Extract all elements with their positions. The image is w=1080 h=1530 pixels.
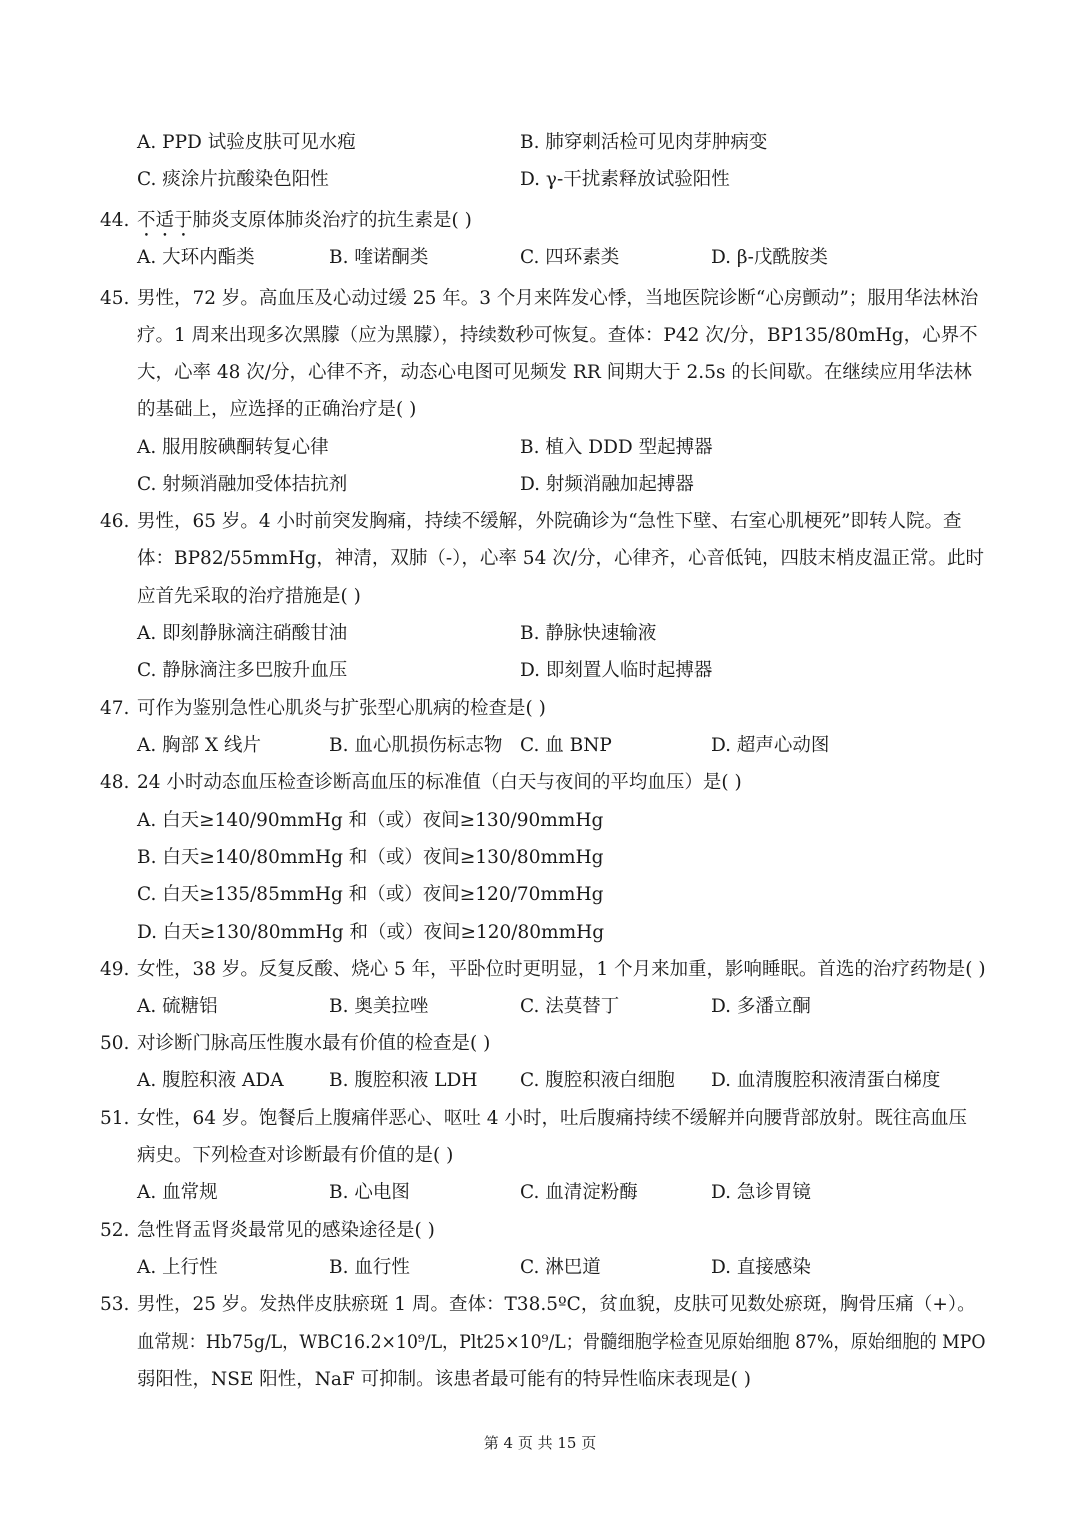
option-b: B. 静脉快速输液 xyxy=(520,623,657,644)
option-c: C. 血清淀粉酶 xyxy=(520,1182,638,1203)
question-stem-line: 男性，25 岁。发热伴皮肤瘀斑 1 周。查体：T38.5ºC，贫血貌，皮肤可见数处瘀斑，胸骨压痛（+）。 xyxy=(137,1294,976,1315)
option-c: C. 淋巴道 xyxy=(520,1257,601,1278)
question-51 xyxy=(0,1100,1080,1137)
option-row xyxy=(0,802,1080,839)
option-b: B. 喹诺酮类 xyxy=(329,247,429,268)
emphasis-text: 不适于 xyxy=(137,210,193,231)
option-a: A. 即刻静脉滴注硝酸甘油 xyxy=(137,623,348,644)
stem-text: 肺炎支原体肺炎治疗的抗生素是( ) xyxy=(192,210,472,231)
question-stem-line: 弱阳性，NSE 阳性，NaF 可抑制。该患者最可能有的特异性临床表现是( ) xyxy=(137,1369,751,1390)
option-row xyxy=(0,914,1080,951)
option-d: D. β-戊酰胺类 xyxy=(711,247,828,268)
option-row xyxy=(0,876,1080,913)
question-number: 51. xyxy=(100,1108,130,1129)
option-row xyxy=(0,124,1080,161)
question-stem: 24 小时动态血压检查诊断高血压的标准值（白天与夜间的平均血压）是( ) xyxy=(137,772,742,793)
question-stem-line: 血常规：Hb75g/L，WBC16.2×10⁹/L，Plt25×10⁹/L；骨髓细胞学检查见原始细胞 87%，原始细胞的 MPO xyxy=(137,1332,986,1353)
question-stem-line: 病史。下列检查对诊断最有价值的是( ) xyxy=(137,1145,454,1166)
option-row xyxy=(0,839,1080,876)
question-44 xyxy=(0,202,1080,239)
option-a: A. 硫糖铝 xyxy=(137,996,218,1017)
question-46 xyxy=(0,503,1080,540)
option-d: D. 超声心动图 xyxy=(711,735,830,756)
option-d: D. 白天≥130/80mmHg 和（或）夜间≥120/80mmHg xyxy=(137,922,605,943)
option-c: C. 静脉滴注多巴胺升血压 xyxy=(137,660,348,681)
question-number: 46. xyxy=(100,511,130,532)
option-c: C. 痰涂片抗酸染色阳性 xyxy=(137,169,329,190)
question-stem: 对诊断门脉高压性腹水最有价值的检查是( ) xyxy=(137,1033,491,1054)
question-49 xyxy=(0,951,1080,988)
question-number: 52. xyxy=(100,1220,130,1241)
option-row xyxy=(0,466,1080,503)
option-d: D. 直接感染 xyxy=(711,1257,811,1278)
option-row xyxy=(0,988,1080,1025)
question-48 xyxy=(0,764,1080,801)
option-c: C. 法莫替丁 xyxy=(520,996,620,1017)
option-c: C. 血 BNP xyxy=(520,735,612,756)
question-number: 48. xyxy=(100,772,130,793)
option-b: B. 腹腔积液 LDH xyxy=(329,1070,478,1091)
question-stem-line: 的基础上，应选择的正确治疗是( ) xyxy=(137,399,417,420)
option-a: A. 胸部 X 线片 xyxy=(137,735,262,756)
question-stem-line: 男性，65 岁。4 小时前突发胸痛，持续不缓解，外院确诊为“急性下壁、右室心肌梗死”即转人院。查 xyxy=(137,511,962,532)
option-d: D. 多潘立酮 xyxy=(711,996,811,1017)
option-row xyxy=(0,429,1080,466)
question-45 xyxy=(0,280,1080,317)
question-stem-line: 男性，72 岁。高血压及心动过缓 25 年。3 个月来阵发心悸，当地医院诊断“心房颤动”；服用华法林治 xyxy=(137,288,979,309)
stem-continuation xyxy=(0,1324,1080,1361)
question-number: 47. xyxy=(100,698,130,719)
question-number: 53. xyxy=(100,1294,130,1315)
option-a: A. PPD 试验皮肤可见水疱 xyxy=(137,132,356,153)
question-stem-line: 大，心率 48 次/分，心律不齐，动态心电图可见频发 RR 间期大于 2.5s 的长间歇。在继续应用华法林 xyxy=(137,362,972,383)
option-d: D. 射频消融加起搏器 xyxy=(520,474,694,495)
question-53 xyxy=(0,1286,1080,1323)
option-a: A. 白天≥140/90mmHg 和（或）夜间≥130/90mmHg xyxy=(137,810,604,831)
question-stem-line: 体：BP82/55mmHg，神清，双肺（-），心率 54 次/分，心律齐，心音低钝，四肢末梢皮温正常。此时 xyxy=(137,548,984,569)
option-b: B. 血行性 xyxy=(329,1257,410,1278)
stem-continuation xyxy=(0,540,1080,577)
question-stem: 可作为鉴别急性心肌炎与扩张型心肌病的检查是( ) xyxy=(137,698,546,719)
option-row xyxy=(0,615,1080,652)
option-c: C. 白天≥135/85mmHg 和（或）夜间≥120/70mmHg xyxy=(137,884,604,905)
option-d: D. 血清腹腔积液清蛋白梯度 xyxy=(711,1070,941,1091)
question-number: 49. xyxy=(100,959,130,980)
question-47 xyxy=(0,690,1080,727)
option-row xyxy=(0,239,1080,276)
question-stem-line: 疗。1 周来出现多次黑朦（应为黑朦），持续数秒可恢复。查体：P42 次/分，BP135/80mHg，心界不 xyxy=(137,325,978,346)
option-b: B. 血心肌损伤标志物 xyxy=(329,735,503,756)
option-d: D. 即刻置人临时起搏器 xyxy=(520,660,713,681)
option-row xyxy=(0,1249,1080,1286)
question-stem xyxy=(137,202,472,241)
question-number: 50. xyxy=(100,1033,130,1054)
option-row xyxy=(0,1062,1080,1099)
stem-continuation xyxy=(0,354,1080,391)
option-d: D. 急诊胃镜 xyxy=(711,1182,811,1203)
stem-continuation xyxy=(0,578,1080,615)
option-row xyxy=(0,161,1080,198)
option-a: A. 服用胺碘酮转复心律 xyxy=(137,437,329,458)
question-stem-line: 应首先采取的治疗措施是( ) xyxy=(137,586,361,607)
option-c: C. 射频消融加受体拮抗剂 xyxy=(137,474,348,495)
option-c: C. 腹腔积液白细胞 xyxy=(520,1070,675,1091)
question-stem: 女性，38 岁。反复反酸、烧心 5 年，平卧位时更明显，1 个月来加重，影响睡眠。首选的治疗药物是( ) xyxy=(137,959,986,980)
option-row xyxy=(0,1174,1080,1211)
option-b: B. 心电图 xyxy=(329,1182,410,1203)
question-number: 44. xyxy=(100,210,130,231)
option-a: A. 大环内酯类 xyxy=(137,247,255,268)
page-footer: 第 4 页 共 15 页 xyxy=(483,1434,597,1452)
stem-continuation xyxy=(0,317,1080,354)
option-d: D. γ-干扰素释放试验阳性 xyxy=(520,169,730,190)
question-stem-line: 女性，64 岁。饱餐后上腹痛伴恶心、呕吐 4 小时，吐后腹痛持续不缓解并向腰背部放射。既往高血压 xyxy=(137,1108,967,1129)
option-a: A. 腹腔积液 ADA xyxy=(137,1070,284,1091)
option-c: C. 四环素类 xyxy=(520,247,620,268)
option-b: B. 白天≥140/80mmHg 和（或）夜间≥130/80mmHg xyxy=(137,847,604,868)
stem-continuation xyxy=(0,1137,1080,1174)
option-b: B. 肺穿刺活检可见肉芽肿病变 xyxy=(520,132,768,153)
question-50 xyxy=(0,1025,1080,1062)
stem-continuation xyxy=(0,1361,1080,1398)
question-stem: 急性肾盂肾炎最常见的感染途径是( ) xyxy=(137,1220,435,1241)
question-number: 45. xyxy=(100,288,130,309)
option-row xyxy=(0,652,1080,689)
stem-continuation xyxy=(0,391,1080,428)
option-a: A. 血常规 xyxy=(137,1182,218,1203)
question-52 xyxy=(0,1212,1080,1249)
option-a: A. 上行性 xyxy=(137,1257,218,1278)
option-b: B. 植入 DDD 型起搏器 xyxy=(520,437,713,458)
option-b: B. 奥美拉唑 xyxy=(329,996,429,1017)
option-row xyxy=(0,727,1080,764)
